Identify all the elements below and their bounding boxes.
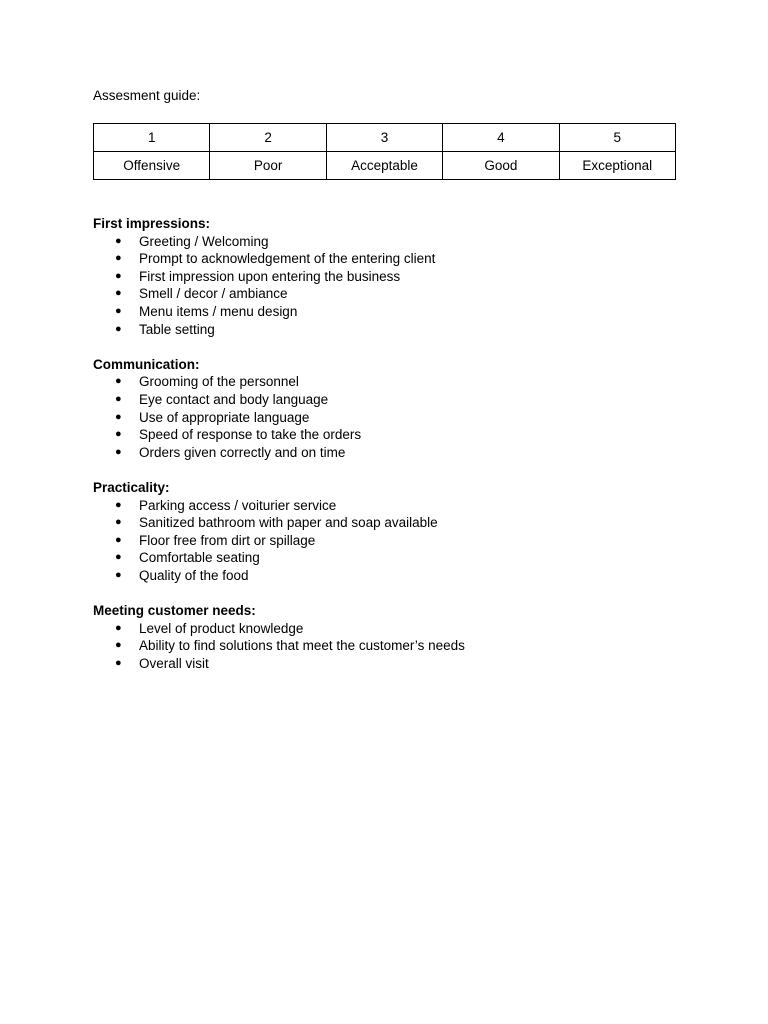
list-item xyxy=(93,303,693,321)
bullet-icon: ● xyxy=(115,304,122,317)
bullet-icon: ● xyxy=(115,445,122,458)
list-item-text: Prompt to acknowledgement of the entering client xyxy=(139,251,436,267)
section-heading: First impressions: xyxy=(93,216,211,231)
list-item xyxy=(93,391,693,409)
bullet-icon: ● xyxy=(115,551,122,564)
list-item xyxy=(93,514,693,532)
list-item-text: Menu items / menu design xyxy=(139,303,298,319)
section-heading: Practicality: xyxy=(93,479,170,495)
scale-number-cell: 5 xyxy=(559,124,675,152)
scale-label-row xyxy=(94,152,676,180)
list-item xyxy=(93,268,693,286)
list-item xyxy=(93,233,693,251)
scale-label-cell: Acceptable xyxy=(326,152,442,180)
list-item-text: Quality of the food xyxy=(139,567,249,583)
list-item xyxy=(93,373,693,391)
bullet-icon: ● xyxy=(115,375,122,388)
list-item xyxy=(93,655,693,673)
list-item xyxy=(93,321,693,339)
list-item xyxy=(93,250,693,268)
list-item-text: Overall visit xyxy=(139,655,209,671)
section-communication xyxy=(93,356,693,462)
list-item xyxy=(93,549,693,567)
section-heading: Meeting customer needs: xyxy=(93,603,256,619)
scale-label-cell: Offensive xyxy=(94,152,210,180)
bullet-icon: ● xyxy=(115,498,122,511)
section-practicality xyxy=(93,479,693,585)
bullet-icon: ● xyxy=(115,639,122,652)
list-item xyxy=(93,620,693,638)
list-item xyxy=(93,409,693,427)
list-item-text: Grooming of the personnel xyxy=(139,374,299,390)
list-item-text: First impression upon entering the business xyxy=(139,268,401,284)
scale-number-cell: 1 xyxy=(94,124,210,152)
section-first-impressions xyxy=(93,215,693,338)
bullet-icon: ● xyxy=(115,516,122,529)
bullet-icon: ● xyxy=(115,269,122,282)
list-item-text: Ability to find solutions that meet the customer’s needs xyxy=(139,638,465,654)
scale-number-cell: 2 xyxy=(210,124,326,152)
list-item-text: Eye contact and body language xyxy=(139,391,329,407)
assessment-guide-title: Assesment guide: xyxy=(93,88,201,103)
list-item-text: Sanitized bathroom with paper and soap available xyxy=(139,515,438,531)
list-item xyxy=(93,497,693,515)
list-item xyxy=(93,567,693,585)
bullet-icon: ● xyxy=(115,252,122,265)
bullet-icon: ● xyxy=(115,568,122,581)
list-item xyxy=(93,444,693,462)
section-heading: Communication: xyxy=(93,356,200,372)
bullet-icon: ● xyxy=(115,656,122,669)
scale-label-cell: Good xyxy=(443,152,559,180)
criteria-list xyxy=(93,620,693,673)
scale-label-cell: Exceptional xyxy=(559,152,675,180)
criteria-list xyxy=(93,373,693,461)
list-item-text: Table setting xyxy=(139,321,215,337)
bullet-icon: ● xyxy=(115,621,122,634)
list-item-text: Speed of response to take the orders xyxy=(139,427,362,443)
criteria-list xyxy=(93,233,693,339)
scale-label-cell: Poor xyxy=(210,152,326,180)
scale-number-row xyxy=(94,124,676,152)
list-item xyxy=(93,532,693,550)
list-item-text: Level of product knowledge xyxy=(139,620,304,636)
bullet-icon: ● xyxy=(115,428,122,441)
bullet-icon: ● xyxy=(115,322,122,335)
list-item xyxy=(93,426,693,444)
bullet-icon: ● xyxy=(115,533,122,546)
bullet-icon: ● xyxy=(115,392,122,405)
bullet-icon: ● xyxy=(115,410,122,423)
list-item-text: Orders given correctly and on time xyxy=(139,444,346,460)
bullet-icon: ● xyxy=(115,287,122,300)
scale-number-cell: 3 xyxy=(326,124,442,152)
scale-number-cell: 4 xyxy=(443,124,559,152)
rating-scale-table xyxy=(93,123,676,180)
list-item-text: Floor free from dirt or spillage xyxy=(139,532,316,548)
list-item xyxy=(93,637,693,655)
bullet-icon: ● xyxy=(115,234,122,247)
section-meeting-customer-needs xyxy=(93,602,693,672)
list-item-text: Use of appropriate language xyxy=(139,409,310,425)
list-item xyxy=(93,285,693,303)
criteria-list xyxy=(93,497,693,585)
list-item-text: Smell / decor / ambiance xyxy=(139,286,288,302)
list-item-text: Comfortable seating xyxy=(139,550,260,566)
list-item-text: Greeting / Welcoming xyxy=(139,233,269,249)
list-item-text: Parking access / voiturier service xyxy=(139,497,337,513)
criteria-sections xyxy=(93,215,693,690)
